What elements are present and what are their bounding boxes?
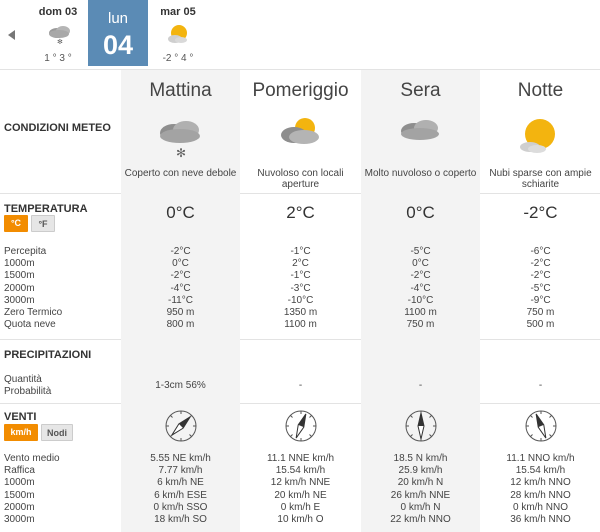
row-label-probability: Probabilità — [4, 386, 52, 397]
main-temperature: 0°C — [406, 203, 435, 222]
temperature-cell: -10°C — [287, 294, 314, 306]
wind-row-label: Vento medio — [4, 453, 60, 464]
temperature-cell: -11°C — [168, 294, 193, 306]
wind-cell: 10 km/h O — [277, 514, 324, 525]
temperature-row-label: Zero Termico — [4, 307, 63, 318]
wind-cell: 22 km/h NNO — [390, 514, 451, 525]
wind-cell: 20 km/h NE — [274, 489, 327, 501]
temperature-cell: -2°C — [170, 270, 191, 282]
section-title-conditions: CONDIZIONI METEO — [4, 122, 111, 134]
day-tab-mar-05[interactable] — [147, 0, 209, 68]
cloud-sun-icon — [272, 115, 328, 159]
period-header-pomeriggio: Pomeriggio — [252, 80, 349, 101]
clouds-icon — [392, 115, 448, 159]
temperature-row-label: Quota neve — [4, 319, 56, 331]
temperature-cell: 800 m — [166, 319, 195, 331]
wind-cell: 15.54 km/h — [275, 465, 326, 477]
day-selector — [0, 0, 600, 70]
wind-cell: 20 km/h N — [397, 477, 444, 489]
day-temps: 1 ° 3 ° — [44, 53, 72, 64]
temperature-cell: 0°C — [412, 258, 429, 270]
wind-cell: 25.9 km/h — [398, 465, 443, 477]
temperature-cell: -1°C — [290, 270, 311, 282]
day-tab-lun-04[interactable] — [88, 0, 148, 66]
main-temperature: 2°C — [286, 203, 315, 222]
wind-row-label: 1000m — [4, 477, 35, 489]
temperature-cell: -4°C — [410, 282, 431, 294]
wind-compass-icon — [404, 409, 438, 443]
wind-cell: 6 km/h NE — [157, 477, 204, 489]
day-name: lun — [107, 10, 129, 27]
unit-knots-button[interactable]: Nodi — [41, 424, 73, 441]
temperature-cell: 500 m — [526, 319, 555, 331]
sun-cloud-icon — [512, 115, 568, 159]
day-name: dom 03 — [38, 6, 78, 18]
wind-row-label: Raffica — [4, 465, 35, 477]
temperature-cell: -2°C — [530, 258, 551, 270]
wind-cell: 0 km/h N — [400, 501, 441, 513]
temperature-cell: -6°C — [530, 246, 551, 257]
temperature-cell: 950 m — [166, 307, 195, 318]
wind-cell: 11.1 NNE km/h — [266, 453, 335, 464]
temperature-cell: -4°C — [170, 282, 191, 294]
condition-text: Coperto con neve debole — [124, 168, 237, 179]
svg-text:✻: ✻ — [176, 146, 187, 159]
temperature-cell: 750 m — [526, 307, 555, 318]
temperature-cell: -10°C — [407, 294, 434, 306]
wind-compass-icon — [284, 409, 318, 443]
condition-text: Molto nuvoloso o coperto — [364, 168, 477, 179]
divider — [0, 193, 600, 194]
temperature-row-label: 1500m — [4, 270, 35, 282]
day-tab-dom-03[interactable] — [27, 0, 89, 68]
wind-cell: 11.1 NNO km/h — [506, 453, 575, 464]
temperature-row-label: 2000m — [4, 282, 35, 294]
temperature-cell: -3°C — [290, 282, 311, 294]
main-temperature: 0°C — [166, 203, 195, 222]
period-header-sera: Sera — [400, 80, 441, 101]
temperature-cell: 1350 m — [283, 307, 318, 318]
precip-value: 1-3cm 56% — [155, 380, 206, 391]
main-temperature: -2°C — [523, 203, 558, 222]
wind-compass-icon — [164, 409, 198, 443]
wind-row-label: 2000m — [4, 501, 35, 513]
svg-text:✻: ✻ — [57, 38, 63, 46]
temperature-cell: 0°C — [172, 258, 189, 270]
section-title-precipitation: PRECIPITAZIONI — [4, 349, 92, 361]
cloud-snow-icon — [152, 115, 208, 159]
temperature-cell: -2°C — [170, 246, 191, 257]
sun-cloud-icon — [165, 22, 193, 46]
temperature-row-label: Percepita — [4, 246, 47, 257]
wind-cell: 26 km/h NNE — [390, 489, 451, 501]
temperature-cell: -5°C — [530, 282, 551, 294]
unit-celsius-button[interactable]: °C — [4, 215, 28, 232]
temperature-cell: 2°C — [292, 258, 309, 270]
wind-cell: 18 km/h SO — [154, 514, 207, 525]
section-title-wind: VENTI — [4, 411, 37, 423]
wind-cell: 0 km/h NNO — [512, 501, 568, 513]
section-title-temperature: TEMPERATURA — [4, 203, 88, 215]
condition-text: Nubi sparse con ampie schiarite — [489, 168, 592, 190]
precip-value: - — [538, 380, 543, 391]
wind-row-label: 3000m — [4, 514, 35, 525]
wind-cell: 7.77 km/h — [158, 465, 203, 477]
row-label-quantity: Quantità — [4, 374, 42, 385]
period-header-notte: Notte — [517, 80, 564, 101]
period-header-mattina: Mattina — [149, 80, 212, 101]
chevron-left-icon[interactable] — [8, 30, 15, 40]
wind-cell: 36 km/h NNO — [510, 514, 571, 525]
wind-cell: 0 km/h SSO — [153, 501, 208, 513]
temperature-cell: -1°C — [290, 246, 311, 257]
unit-fahrenheit-button[interactable]: °F — [31, 215, 55, 232]
wind-cell: 12 km/h NNE — [270, 477, 331, 489]
temperature-cell: -2°C — [410, 270, 431, 282]
day-name: mar 05 — [160, 6, 196, 18]
wind-cell: 0 km/h E — [280, 501, 321, 513]
temperature-cell: 1100 m — [284, 319, 317, 331]
wind-cell: 5.55 NE km/h — [150, 453, 211, 464]
temperature-cell: 750 m — [406, 319, 435, 331]
wind-cell: 12 km/h NNO — [510, 477, 571, 489]
wind-cell: 18.5 N km/h — [393, 453, 448, 464]
temperature-row-label: 1000m — [4, 258, 35, 270]
divider — [0, 69, 600, 70]
condition-text: Nuvoloso con locali aperture — [257, 168, 344, 190]
temperature-row-label: 3000m — [4, 294, 35, 306]
wind-cell: 28 km/h NNO — [510, 489, 571, 501]
divider — [0, 403, 600, 404]
day-temps: -2 ° 4 ° — [162, 53, 194, 64]
unit-kmh-button[interactable]: km/h — [4, 424, 38, 441]
wind-row-label: 1500m — [4, 489, 35, 501]
temperature-cell: -5°C — [410, 246, 431, 257]
precip-value: - — [298, 380, 303, 391]
day-number: 04 — [102, 30, 134, 60]
temperature-cell: 1100 m — [404, 307, 437, 318]
wind-compass-icon — [524, 409, 558, 443]
temperature-cell: -2°C — [530, 270, 551, 282]
wind-cell: 6 km/h ESE — [154, 489, 207, 501]
precip-value: - — [418, 380, 423, 391]
snow-cloud-icon — [45, 22, 73, 46]
temperature-cell: -9°C — [530, 294, 551, 306]
divider — [0, 339, 600, 340]
wind-cell: 15.54 km/h — [515, 465, 566, 477]
